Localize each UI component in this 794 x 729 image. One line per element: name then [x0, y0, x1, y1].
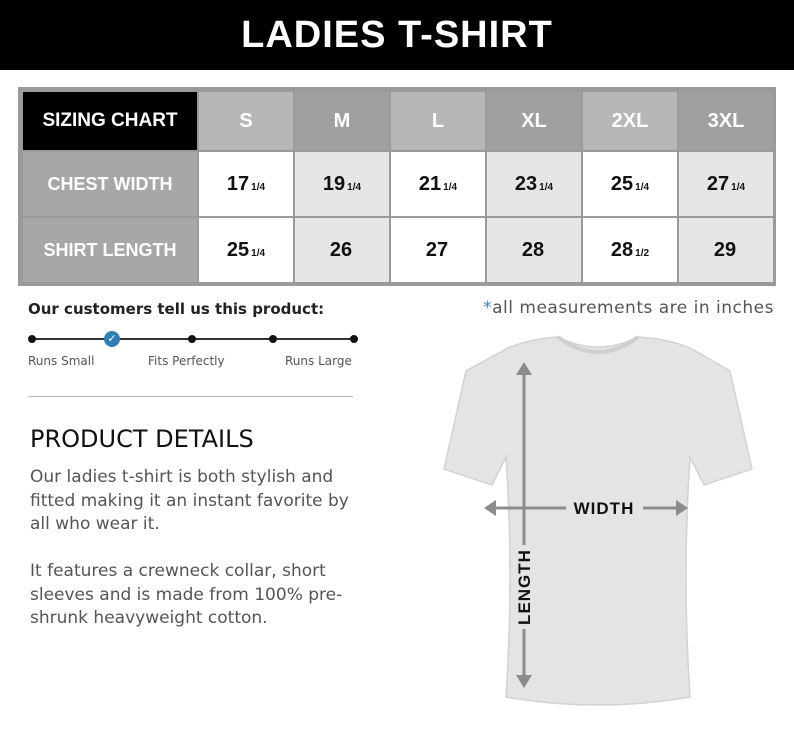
value-fraction: 1/4 [251, 181, 266, 193]
tshirt-diagram [418, 335, 778, 715]
asterisk: * [483, 298, 493, 318]
value-whole: 19 [322, 172, 346, 195]
shirt-length-m [295, 218, 389, 282]
check-icon: ✓ [104, 331, 120, 347]
value-whole: 17 [226, 172, 250, 195]
size-header-l: L [391, 92, 485, 150]
width-arrow-left-icon [484, 500, 496, 516]
product-details-paragraph-2: It features a crewneck collar, short sleeves and is made from 100% pre-shrunk heavyweight cotton. [30, 561, 343, 628]
value-whole: 27 [706, 172, 730, 195]
measurement-note [483, 298, 774, 318]
fit-dot-runs-small [28, 335, 36, 343]
value-fraction: 1/4 [251, 247, 266, 259]
value-whole: 25 [226, 238, 250, 261]
chest-width-m [295, 152, 389, 216]
value-whole: 28 [610, 238, 634, 261]
shirt-length-l [391, 218, 485, 282]
chest-width-row [23, 152, 773, 216]
fit-prompt: Our customers tell us this product: [28, 300, 325, 318]
chest-width-2xl [583, 152, 677, 216]
section-divider [28, 396, 353, 397]
chest-width-3xl [679, 152, 773, 216]
sizing-chart [18, 87, 776, 286]
value-whole: 23 [514, 172, 538, 195]
size-header-m: M [295, 92, 389, 150]
shirt-length-xl [487, 218, 581, 282]
fit-dot-fits-perfectly [188, 335, 196, 343]
chest-width-label: CHEST WIDTH [23, 152, 197, 216]
size-header-xl: XL [487, 92, 581, 150]
shirt-length-2xl [583, 218, 677, 282]
page-header [0, 0, 794, 70]
width-label: WIDTH [573, 499, 635, 518]
sizing-header-row [23, 92, 773, 150]
measurement-note-text: all measurements are in inches [492, 298, 774, 318]
fit-label-fits-perfectly: Fits Perfectly [148, 354, 225, 368]
sizing-table [21, 90, 775, 284]
value-whole: 28 [521, 238, 545, 261]
value-fraction: 1/4 [539, 181, 554, 193]
fit-dot-between [269, 335, 277, 343]
page-title: LADIES T-SHIRT [241, 13, 553, 56]
tshirt-silhouette [444, 337, 752, 705]
size-header-s: S [199, 92, 293, 150]
shirt-length-s [199, 218, 293, 282]
size-header-2xl: 2XL [583, 92, 677, 150]
shirt-length-label: SHIRT LENGTH [23, 218, 197, 282]
shirt-length-row [23, 218, 773, 282]
value-whole: 21 [418, 172, 442, 195]
sizing-chart-label: SIZING CHART [23, 92, 197, 150]
fit-label-runs-small: Runs Small [28, 354, 95, 368]
value-fraction: 1/4 [347, 181, 362, 193]
fit-scale [28, 330, 358, 370]
value-fraction: 1/4 [635, 181, 650, 193]
value-whole: 26 [329, 238, 353, 261]
value-fraction: 1/4 [443, 181, 458, 193]
product-details-title: PRODUCT DETAILS [30, 425, 254, 453]
size-header-3xl: 3XL [679, 92, 773, 150]
fit-label-runs-large: Runs Large [285, 354, 352, 368]
chest-width-s [199, 152, 293, 216]
chest-width-l [391, 152, 485, 216]
product-details-paragraph-1: Our ladies t-shirt is both stylish and fitted making it an instant favorite by all who wear it. [30, 467, 349, 534]
value-whole: 25 [610, 172, 634, 195]
chest-width-xl [487, 152, 581, 216]
value-whole: 29 [713, 238, 737, 261]
fit-dot-runs-large [350, 335, 358, 343]
value-whole: 27 [425, 238, 449, 261]
value-fraction: 1/2 [635, 247, 650, 259]
shirt-length-3xl [679, 218, 773, 282]
length-label: LENGTH [515, 549, 534, 625]
value-fraction: 1/4 [731, 181, 746, 193]
